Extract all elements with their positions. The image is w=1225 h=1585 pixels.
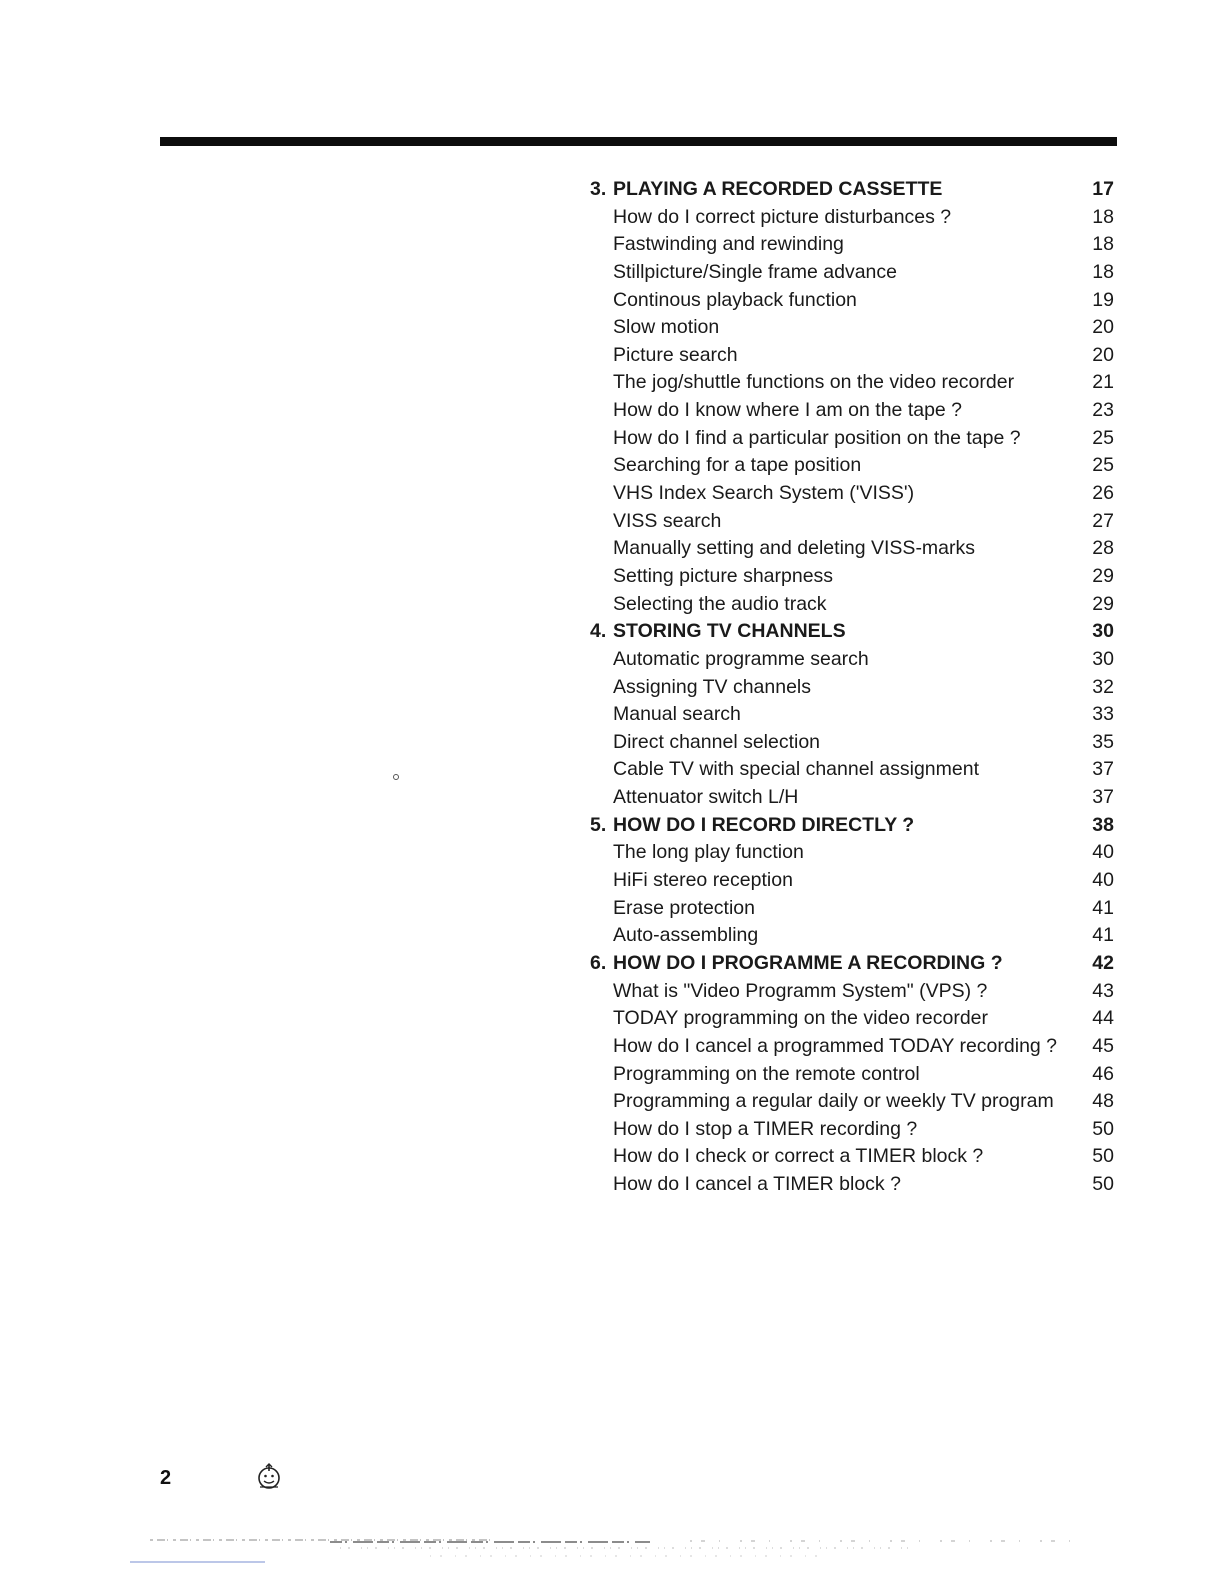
scan-artifact-line xyxy=(130,1536,1090,1566)
toc-entry-title: The long play function xyxy=(613,841,804,864)
toc-entry xyxy=(590,1061,1116,1089)
toc-entry-title: How do I correct picture disturbances ? xyxy=(613,205,952,228)
toc-entry-title: Searching for a tape position xyxy=(613,454,862,477)
toc-section-number: 5. xyxy=(590,813,607,836)
toc-page-number: 27 xyxy=(1092,509,1114,532)
toc-entry xyxy=(590,397,1116,425)
toc-section-heading xyxy=(590,176,1116,204)
toc-entry-title: PLAYING A RECORDED CASSETTE xyxy=(613,178,943,200)
toc-entry xyxy=(590,314,1116,342)
toc-entry-title: How do I stop a TIMER recording ? xyxy=(613,1117,918,1140)
toc-entry xyxy=(590,204,1116,232)
toc-page-number: 45 xyxy=(1092,1034,1114,1057)
toc-page-number: 25 xyxy=(1092,454,1114,477)
toc-entry-title: Programming a regular daily or weekly TV program xyxy=(613,1090,1054,1113)
toc-entry xyxy=(590,1143,1116,1171)
toc-section-number: 3. xyxy=(590,178,607,200)
toc-page-number: 46 xyxy=(1092,1062,1114,1085)
toc-entry-title: Setting picture sharpness xyxy=(613,564,834,587)
toc-page-number: 37 xyxy=(1092,758,1114,781)
toc-entry-title: VISS search xyxy=(613,509,722,532)
toc-page-number: 50 xyxy=(1092,1145,1114,1168)
toc-entry-title: The jog/shuttle functions on the video recorder xyxy=(613,371,1015,394)
toc-page-number: 44 xyxy=(1092,1007,1114,1030)
toc-entry xyxy=(590,287,1116,315)
table-of-contents xyxy=(590,176,1116,1199)
toc-entry-title: Auto-assembling xyxy=(613,924,759,947)
toc-page-number: 28 xyxy=(1092,537,1114,560)
toc-entry-title: Picture search xyxy=(613,343,738,366)
toc-entry xyxy=(590,756,1116,784)
toc-page-number: 32 xyxy=(1092,675,1114,698)
toc-page-number: 43 xyxy=(1092,979,1114,1002)
toc-entry-title: HOW DO I PROGRAMME A RECORDING ? xyxy=(613,951,1003,974)
toc-entry xyxy=(590,508,1116,536)
toc-entry xyxy=(590,729,1116,757)
toc-entry xyxy=(590,259,1116,287)
toc-entry-title: Cable TV with special channel assignment xyxy=(613,758,980,781)
toc-entry xyxy=(590,1005,1116,1033)
toc-entry xyxy=(590,452,1116,480)
toc-entry xyxy=(590,784,1116,812)
toc-page-number: 26 xyxy=(1092,482,1114,505)
toc-entry xyxy=(590,1088,1116,1116)
toc-page-number: 40 xyxy=(1092,841,1114,864)
toc-entry xyxy=(590,674,1116,702)
toc-entry-title: Slow motion xyxy=(613,316,720,339)
toc-page-number: 23 xyxy=(1092,399,1114,422)
toc-entry-title: Erase protection xyxy=(613,896,755,919)
toc-entry xyxy=(590,425,1116,453)
toc-page-number: 20 xyxy=(1092,316,1114,339)
toc-page-number: 41 xyxy=(1092,896,1114,919)
toc-entry-title: HOW DO I RECORD DIRECTLY ? xyxy=(613,813,915,836)
toc-entry xyxy=(590,867,1116,895)
toc-entry-title: Manual search xyxy=(613,703,741,726)
toc-section-number: 4. xyxy=(590,620,607,643)
toc-entry-title: Assigning TV channels xyxy=(613,675,812,698)
toc-entry xyxy=(590,342,1116,370)
toc-page-number: 42 xyxy=(1092,951,1114,974)
toc-page-number: 41 xyxy=(1092,924,1114,947)
toc-entry-title: How do I know where I am on the tape ? xyxy=(613,399,963,422)
toc-entry-title: VHS Index Search System ('VISS') xyxy=(613,482,915,505)
toc-page-number: 30 xyxy=(1092,647,1114,670)
toc-entry xyxy=(590,1171,1116,1199)
toc-page-number: 19 xyxy=(1092,288,1114,311)
toc-section-heading xyxy=(590,950,1116,978)
toc-section-heading xyxy=(590,812,1116,840)
toc-page-number: 20 xyxy=(1092,343,1114,366)
toc-entry xyxy=(590,646,1116,674)
toc-entry-title: Manually setting and deleting VISS-marks xyxy=(613,537,976,560)
toc-entry-title: What is "Video Programm System" (VPS) ? xyxy=(613,979,988,1002)
toc-page-number: 30 xyxy=(1092,620,1114,643)
recycle-icon xyxy=(254,1462,284,1492)
toc-page-number: 33 xyxy=(1092,703,1114,726)
toc-page-number: 18 xyxy=(1092,233,1114,256)
toc-entry-title: How do I find a particular position on the tape ? xyxy=(613,426,1021,449)
toc-page-number: 29 xyxy=(1092,564,1114,587)
toc-page-number: 29 xyxy=(1092,592,1114,615)
toc-entry-title: How do I cancel a programmed TODAY recording ? xyxy=(613,1034,1058,1057)
toc-entry xyxy=(590,369,1116,397)
toc-entry-title: Attenuator switch L/H xyxy=(613,786,799,809)
toc-entry xyxy=(590,1116,1116,1144)
toc-page-number: 50 xyxy=(1092,1173,1114,1196)
toc-page-number: 38 xyxy=(1092,813,1114,836)
toc-entry-title: How do I cancel a TIMER block ? xyxy=(613,1173,901,1196)
toc-entry-title: Fastwinding and rewinding xyxy=(613,233,844,256)
toc-page-number: 17 xyxy=(1092,178,1114,200)
toc-entry-title: Direct channel selection xyxy=(613,730,821,753)
toc-entry xyxy=(590,231,1116,259)
toc-section-number: 6. xyxy=(590,951,607,974)
toc-entry-title: STORING TV CHANNELS xyxy=(613,620,846,643)
toc-section-heading xyxy=(590,618,1116,646)
toc-page-number: 18 xyxy=(1092,260,1114,283)
toc-entry-title: TODAY programming on the video recorder xyxy=(613,1007,989,1030)
toc-page-number: 37 xyxy=(1092,786,1114,809)
toc-page-number: 50 xyxy=(1092,1117,1114,1140)
toc-entry-title: HiFi stereo reception xyxy=(613,869,793,892)
toc-entry xyxy=(590,480,1116,508)
toc-entry xyxy=(590,701,1116,729)
scan-speck xyxy=(393,774,399,780)
toc-entry xyxy=(590,922,1116,950)
toc-entry xyxy=(590,563,1116,591)
toc-entry xyxy=(590,978,1116,1006)
toc-page-number: 21 xyxy=(1092,371,1114,394)
toc-entry xyxy=(590,535,1116,563)
toc-entry-title: Programming on the remote control xyxy=(613,1062,920,1085)
toc-entry xyxy=(590,839,1116,867)
toc-entry xyxy=(590,591,1116,619)
toc-page-number: 18 xyxy=(1092,205,1114,228)
page-number: 2 xyxy=(160,1467,172,1489)
toc-entry-title: Stillpicture/Single frame advance xyxy=(613,260,897,283)
toc-page-number: 48 xyxy=(1092,1090,1114,1113)
toc-entry xyxy=(590,895,1116,923)
toc-page-number: 25 xyxy=(1092,426,1114,449)
toc-entry-title: How do I check or correct a TIMER block ? xyxy=(613,1145,984,1168)
toc-page-number: 35 xyxy=(1092,730,1114,753)
toc-entry-title: Selecting the audio track xyxy=(613,592,827,615)
header-rule xyxy=(160,137,1117,146)
toc-entry-title: Automatic programme search xyxy=(613,647,869,670)
toc-entry xyxy=(590,1033,1116,1061)
toc-page-number: 40 xyxy=(1092,869,1114,892)
toc-entry-title: Continous playback function xyxy=(613,288,857,311)
